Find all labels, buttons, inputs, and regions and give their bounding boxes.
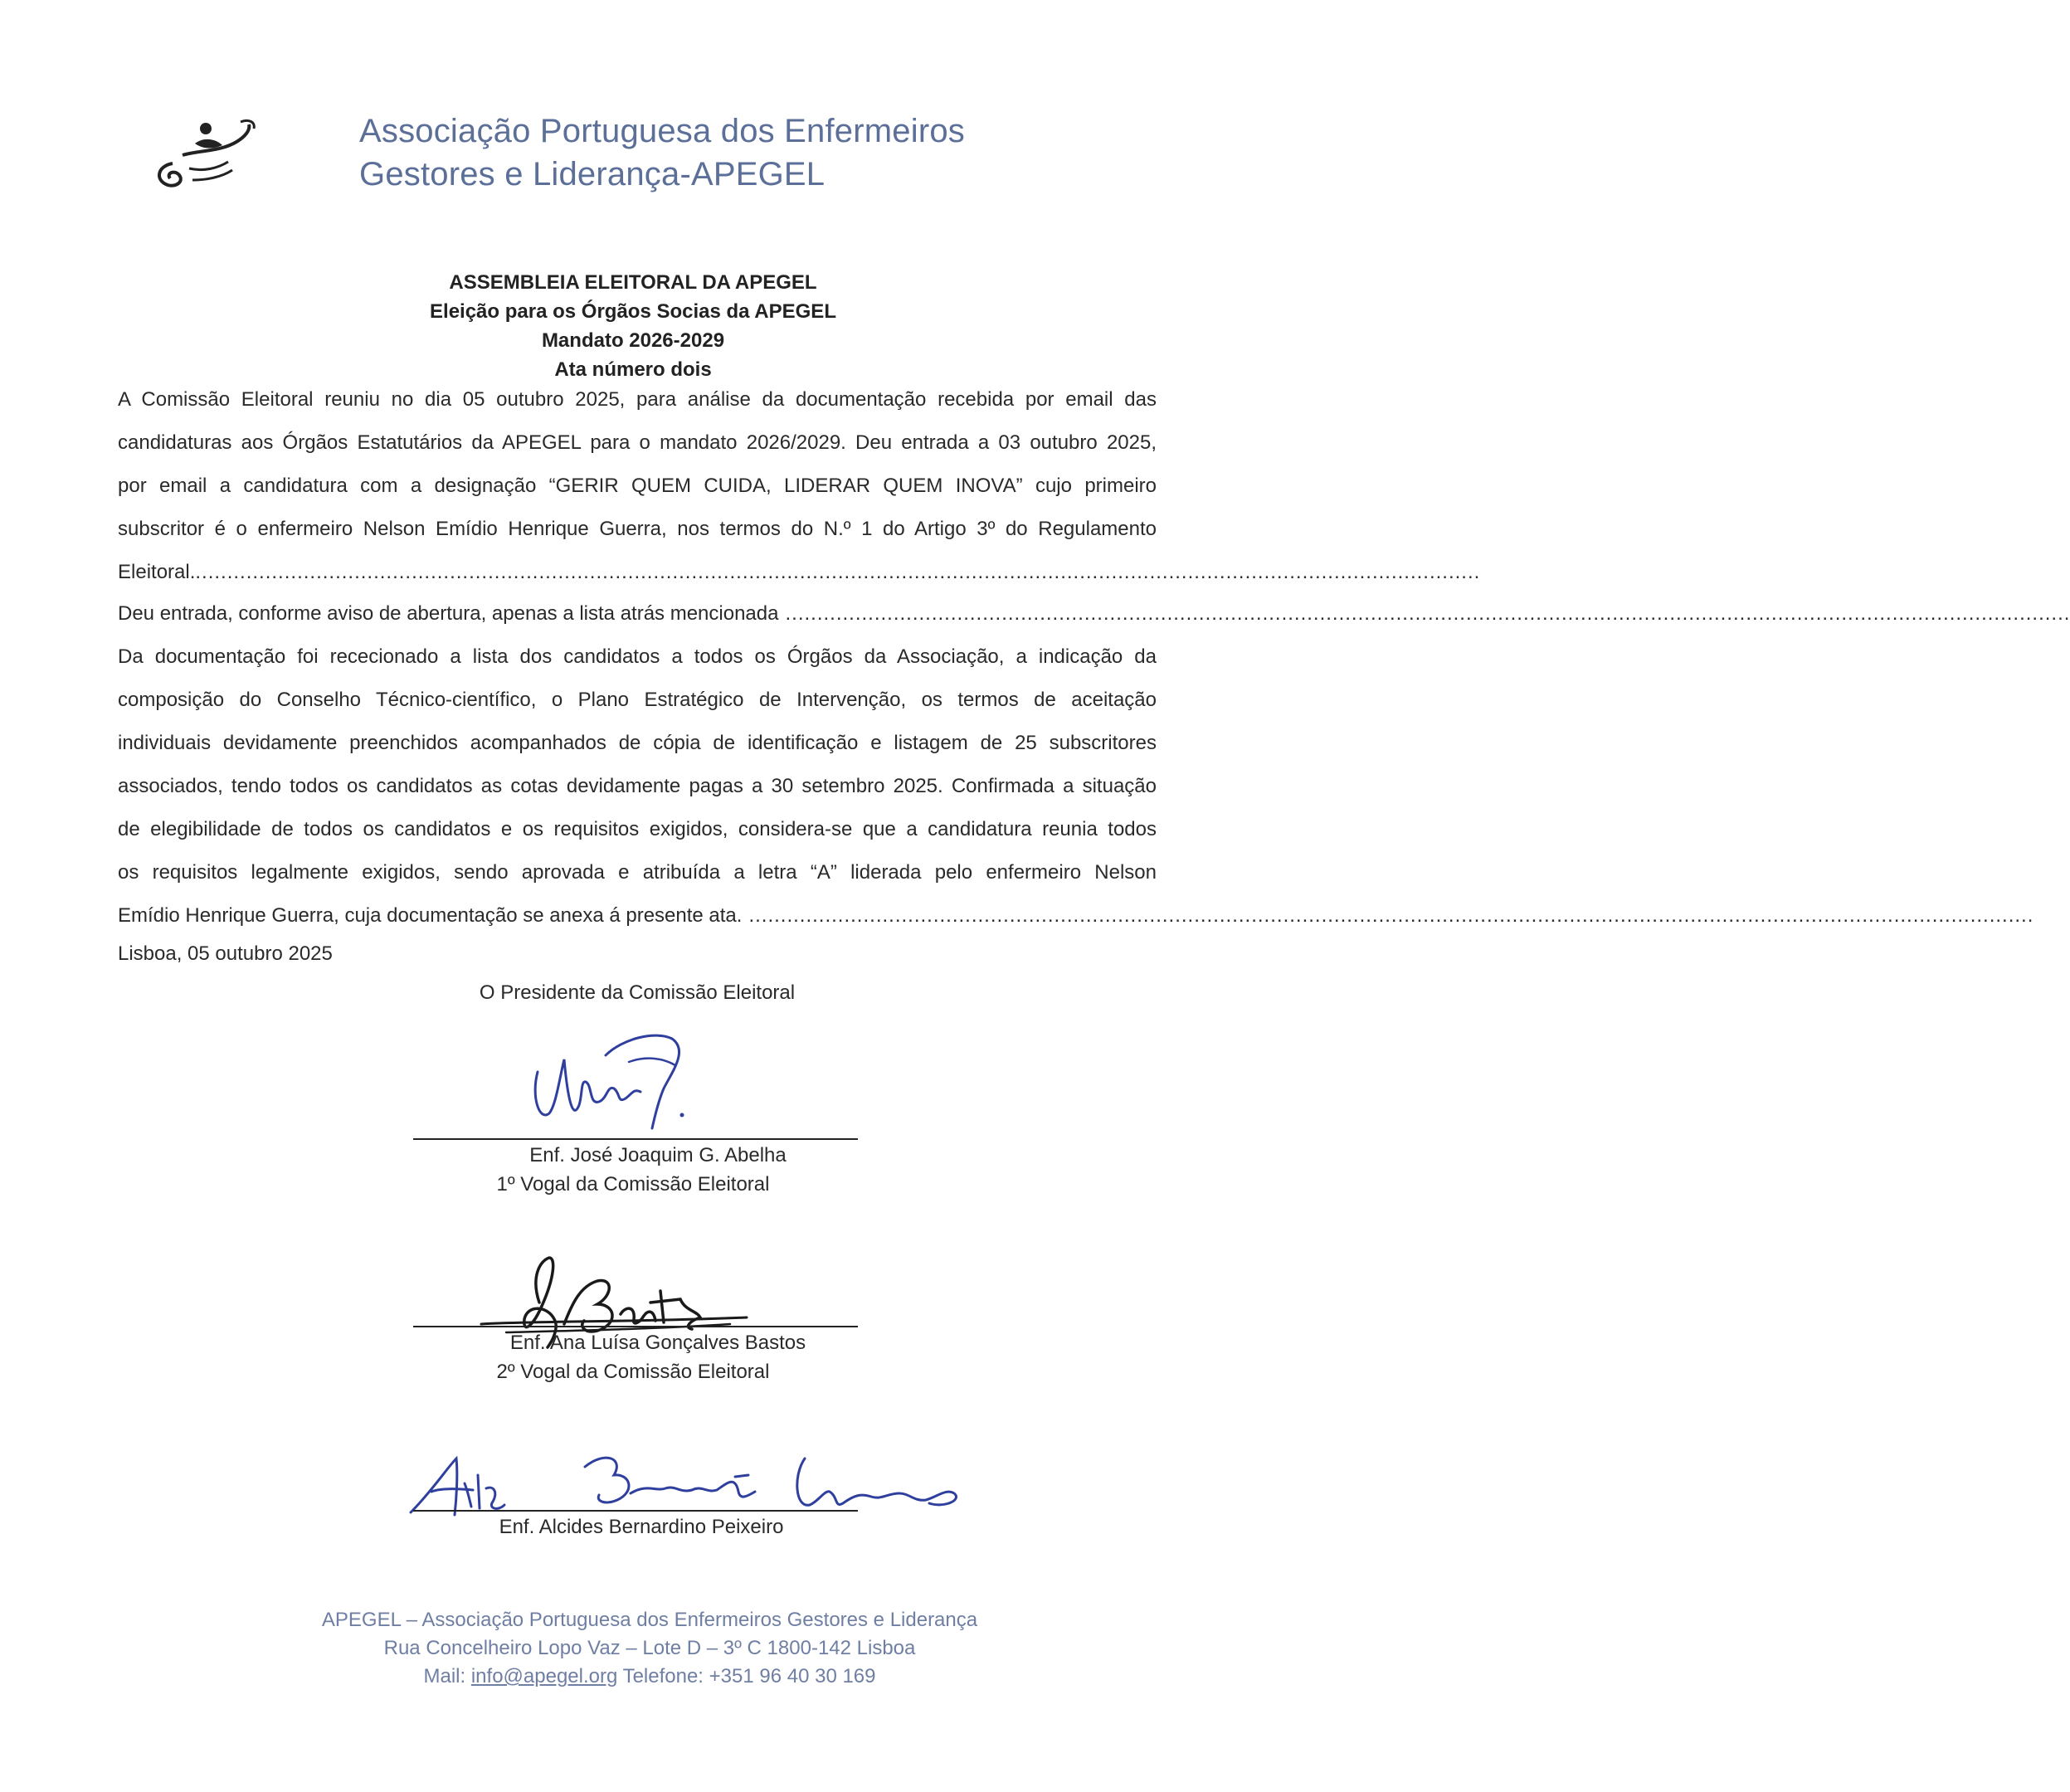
paragraph-line	[118, 592, 2070, 635]
paragraph-line	[118, 894, 2034, 937]
paragraph-line: individuais devidamente preenchidos acompanhados de cópia de identificação e listagem de 25 subscritores	[118, 732, 1157, 754]
paragraph-line-text: Deu entrada, conforme aviso de abertura, apenas a lista atrás mencionada	[118, 602, 779, 625]
association-logo	[124, 87, 282, 216]
document-title: ASSEMBLEIA ELEITORAL DA APEGEL	[449, 271, 817, 294]
signatory-1-name: Enf. José Joaquim G. Abelha	[529, 1144, 787, 1166]
paragraph-line: os requisitos legalmente exigidos, sendo aprovada e atribuída a letra “A” liderada pelo enfermeiro Nelson	[118, 861, 1157, 884]
paragraph-commission-meeting	[118, 378, 1481, 594]
signature-3-graphic	[407, 1442, 971, 1525]
paragraph-line-text: Eleitoral.	[118, 561, 196, 583]
paragraph-line	[118, 551, 1481, 594]
footer-email-link[interactable]: info@apegel.org	[470, 1665, 618, 1687]
paragraph-documentation	[118, 635, 2034, 937]
org-name-line1: Associação Portuguesa dos Enfermeiros	[359, 113, 965, 149]
footer-organization: APEGEL – Associação Portuguesa dos Enfermeiros Gestores e Liderança	[321, 1609, 978, 1631]
logo-ring-text	[282, 87, 283, 88]
signatory-3-name: Enf. Alcides Bernardino Peixeiro	[499, 1516, 784, 1538]
dot-leader: ..........................................................................................................................................................................................................	[748, 904, 2034, 927]
logo-emblem	[124, 87, 282, 216]
dot-leader: ..........................................................................................................................................................................................................	[785, 602, 2070, 625]
paragraph-list-entry	[118, 592, 2070, 635]
minutes-number: Ata número dois	[554, 358, 712, 381]
mandate-period: Mandato 2026-2029	[541, 329, 725, 352]
paragraph-line: por email a candidatura com a designação “GERIR QUEM CUIDA, LIDERAR QUEM INOVA” cujo primeiro	[118, 475, 1157, 497]
paragraph-line: Da documentação foi rececionado a lista dos candidatos a todos os Órgãos da Associação, a indicação da	[118, 645, 1157, 668]
paragraph-line: associados, tendo todos os candidatos as cotas devidamente pagas a 30 setembro 2025. Confirmada a situação	[118, 775, 1157, 797]
signature-1-graphic	[531, 1022, 697, 1147]
paragraph-line: composição do Conselho Técnico-científico, o Plano Estratégico de Intervenção, os termos de aceitação	[118, 689, 1157, 711]
dot-leader: ..........................................................................................................................................................................................................	[195, 561, 1481, 583]
paragraph-line: subscritor é o enfermeiro Nelson Emídio Henrique Guerra, nos termos do N.º 1 do Artigo 3º do Regulamento	[118, 518, 1157, 540]
footer-mail-label: Mail:	[423, 1665, 466, 1687]
footer-contacts	[0, 1663, 1266, 1691]
paragraph-line-text: Emídio Henrique Guerra, cuja documentação se anexa á presente ata.	[118, 904, 743, 927]
signature-line-3	[413, 1510, 858, 1512]
place-and-date: Lisboa, 05 outubro 2025	[118, 942, 333, 965]
paragraph-line: candidaturas aos Órgãos Estatutários da APEGEL para o mandato 2026/2029. Deu entrada a 03 outubro 2025,	[118, 431, 1157, 454]
signature-line-2	[413, 1326, 858, 1327]
signature-line-1	[413, 1138, 858, 1140]
signatory-1-role: 1º Vogal da Comissão Eleitoral	[496, 1173, 770, 1195]
president-label: O Presidente da Comissão Eleitoral	[479, 981, 796, 1004]
paragraph-line: de elegibilidade de todos os candidatos e os requisitos exigidos, considera-se que a candidatura reunia todos	[118, 818, 1157, 840]
org-name-line2: Gestores e Liderança-APEGEL	[359, 156, 826, 192]
signatory-2-role: 2º Vogal da Comissão Eleitoral	[496, 1361, 770, 1383]
footer-phone: Telefone: +351 96 40 30 169	[622, 1665, 876, 1687]
document-subtitle: Eleição para os Órgãos Socias da APEGEL	[430, 300, 836, 323]
footer-address: Rua Concelheiro Lopo Vaz – Lote D – 3º C 1800-142 Lisboa	[383, 1637, 916, 1659]
signatory-2-name: Enf. Ana Luísa Gonçalves Bastos	[509, 1332, 806, 1354]
paragraph-line: A Comissão Eleitoral reuniu no dia 05 outubro 2025, para análise da documentação recebida por email das	[118, 388, 1157, 411]
